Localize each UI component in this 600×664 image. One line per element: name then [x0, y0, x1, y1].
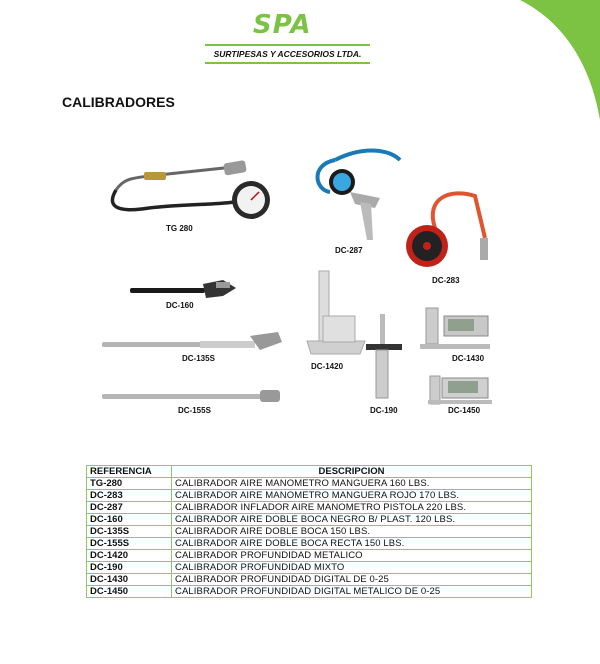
- row-description: CALIBRADOR PROFUNDIDAD DIGITAL METALICO DE 0-25: [172, 586, 532, 598]
- row-description: CALIBRADOR AIRE DOBLE BOCA NEGRO B/ PLAST. 120 LBS.: [172, 514, 532, 526]
- product-code: DC-1450: [448, 406, 481, 415]
- product-code: DC-283: [432, 276, 460, 285]
- table-row: [87, 478, 532, 490]
- table-row: [87, 502, 532, 514]
- row-reference: DC-1450: [87, 586, 172, 598]
- red-dial-gauge-icon: [400, 188, 500, 272]
- product-code: TG 280: [166, 224, 193, 233]
- row-reference: DC-287: [87, 502, 172, 514]
- product-dc287: [305, 140, 415, 258]
- row-reference: DC-135S: [87, 526, 172, 538]
- row-description: CALIBRADOR PROFUNDIDAD METALICO: [172, 550, 532, 562]
- table-row: [87, 550, 532, 562]
- dual-head-gauge-icon: [128, 276, 238, 302]
- table-row: [87, 526, 532, 538]
- pencil-gauge-icon: [100, 328, 285, 356]
- straight-pencil-gauge-icon: [100, 384, 285, 408]
- product-code: DC-160: [166, 301, 194, 310]
- header-descripcion: DESCRIPCION: [172, 466, 532, 478]
- product-code: DC-1430: [452, 354, 485, 363]
- product-dc155s: [100, 384, 285, 422]
- row-description: CALIBRADOR AIRE MANOMETRO MANGUERA ROJO 170 LBS.: [172, 490, 532, 502]
- table-row: [87, 562, 532, 574]
- table-row: [87, 538, 532, 550]
- product-code: DC-190: [370, 406, 398, 415]
- row-description: CALIBRADOR PROFUNDIDAD MIXTO: [172, 562, 532, 574]
- logo-line-bottom: [205, 62, 370, 64]
- corner-swoosh: [510, 0, 600, 120]
- product-code: DC-1420: [311, 362, 344, 371]
- row-reference: DC-160: [87, 514, 172, 526]
- product-tg280: [104, 150, 274, 235]
- row-reference: TG-280: [87, 478, 172, 490]
- inflator-pistol-gauge-icon: [305, 140, 415, 250]
- digital-metal-depth-gauge-icon: [426, 372, 516, 408]
- logo-tagline: SURTIPESAS Y ACCESORIOS LTDA.: [213, 49, 362, 59]
- product-dc1430: [418, 306, 518, 364]
- table-row: [87, 514, 532, 526]
- dial-gauge-hose-icon: [104, 150, 274, 230]
- row-reference: DC-155S: [87, 538, 172, 550]
- row-reference: DC-1430: [87, 574, 172, 586]
- digital-depth-gauge-icon: [418, 306, 518, 352]
- logo-mark: SPA: [253, 10, 312, 40]
- product-dc160: [128, 276, 238, 312]
- row-reference: DC-190: [87, 562, 172, 574]
- product-code: DC-135S: [182, 354, 215, 363]
- logo-line-top: [205, 44, 370, 46]
- header-referencia: REFERENCIA: [87, 466, 172, 478]
- product-dc190: [362, 312, 412, 416]
- product-dc1450: [426, 372, 516, 418]
- row-reference: DC-283: [87, 490, 172, 502]
- row-reference: DC-1420: [87, 550, 172, 562]
- table-row: [87, 490, 532, 502]
- row-description: CALIBRADOR AIRE DOBLE BOCA 150 LBS.: [172, 526, 532, 538]
- spec-table-body: [87, 478, 532, 598]
- table-row: [87, 586, 532, 598]
- product-dc1420: [305, 266, 370, 374]
- table-row: [87, 574, 532, 586]
- product-code: DC-155S: [178, 406, 211, 415]
- row-description: CALIBRADOR INFLADOR AIRE MANOMETRO PISTOLA 220 LBS.: [172, 502, 532, 514]
- product-dc283: [400, 188, 500, 288]
- depth-gauge-mixed-icon: [362, 312, 412, 402]
- row-description: CALIBRADOR AIRE MANOMETRO MANGUERA 160 LBS.: [172, 478, 532, 490]
- spec-table: [86, 465, 532, 598]
- brand-logo: [205, 10, 370, 58]
- table-header-row: [87, 466, 532, 478]
- row-description: CALIBRADOR AIRE DOBLE BOCA RECTA 150 LBS.: [172, 538, 532, 550]
- depth-gauge-metal-icon: [305, 266, 370, 360]
- product-code: DC-287: [335, 246, 363, 255]
- product-dc135s: [100, 328, 285, 366]
- page-title: CALIBRADORES: [62, 94, 175, 110]
- row-description: CALIBRADOR PROFUNDIDAD DIGITAL DE 0-25: [172, 574, 532, 586]
